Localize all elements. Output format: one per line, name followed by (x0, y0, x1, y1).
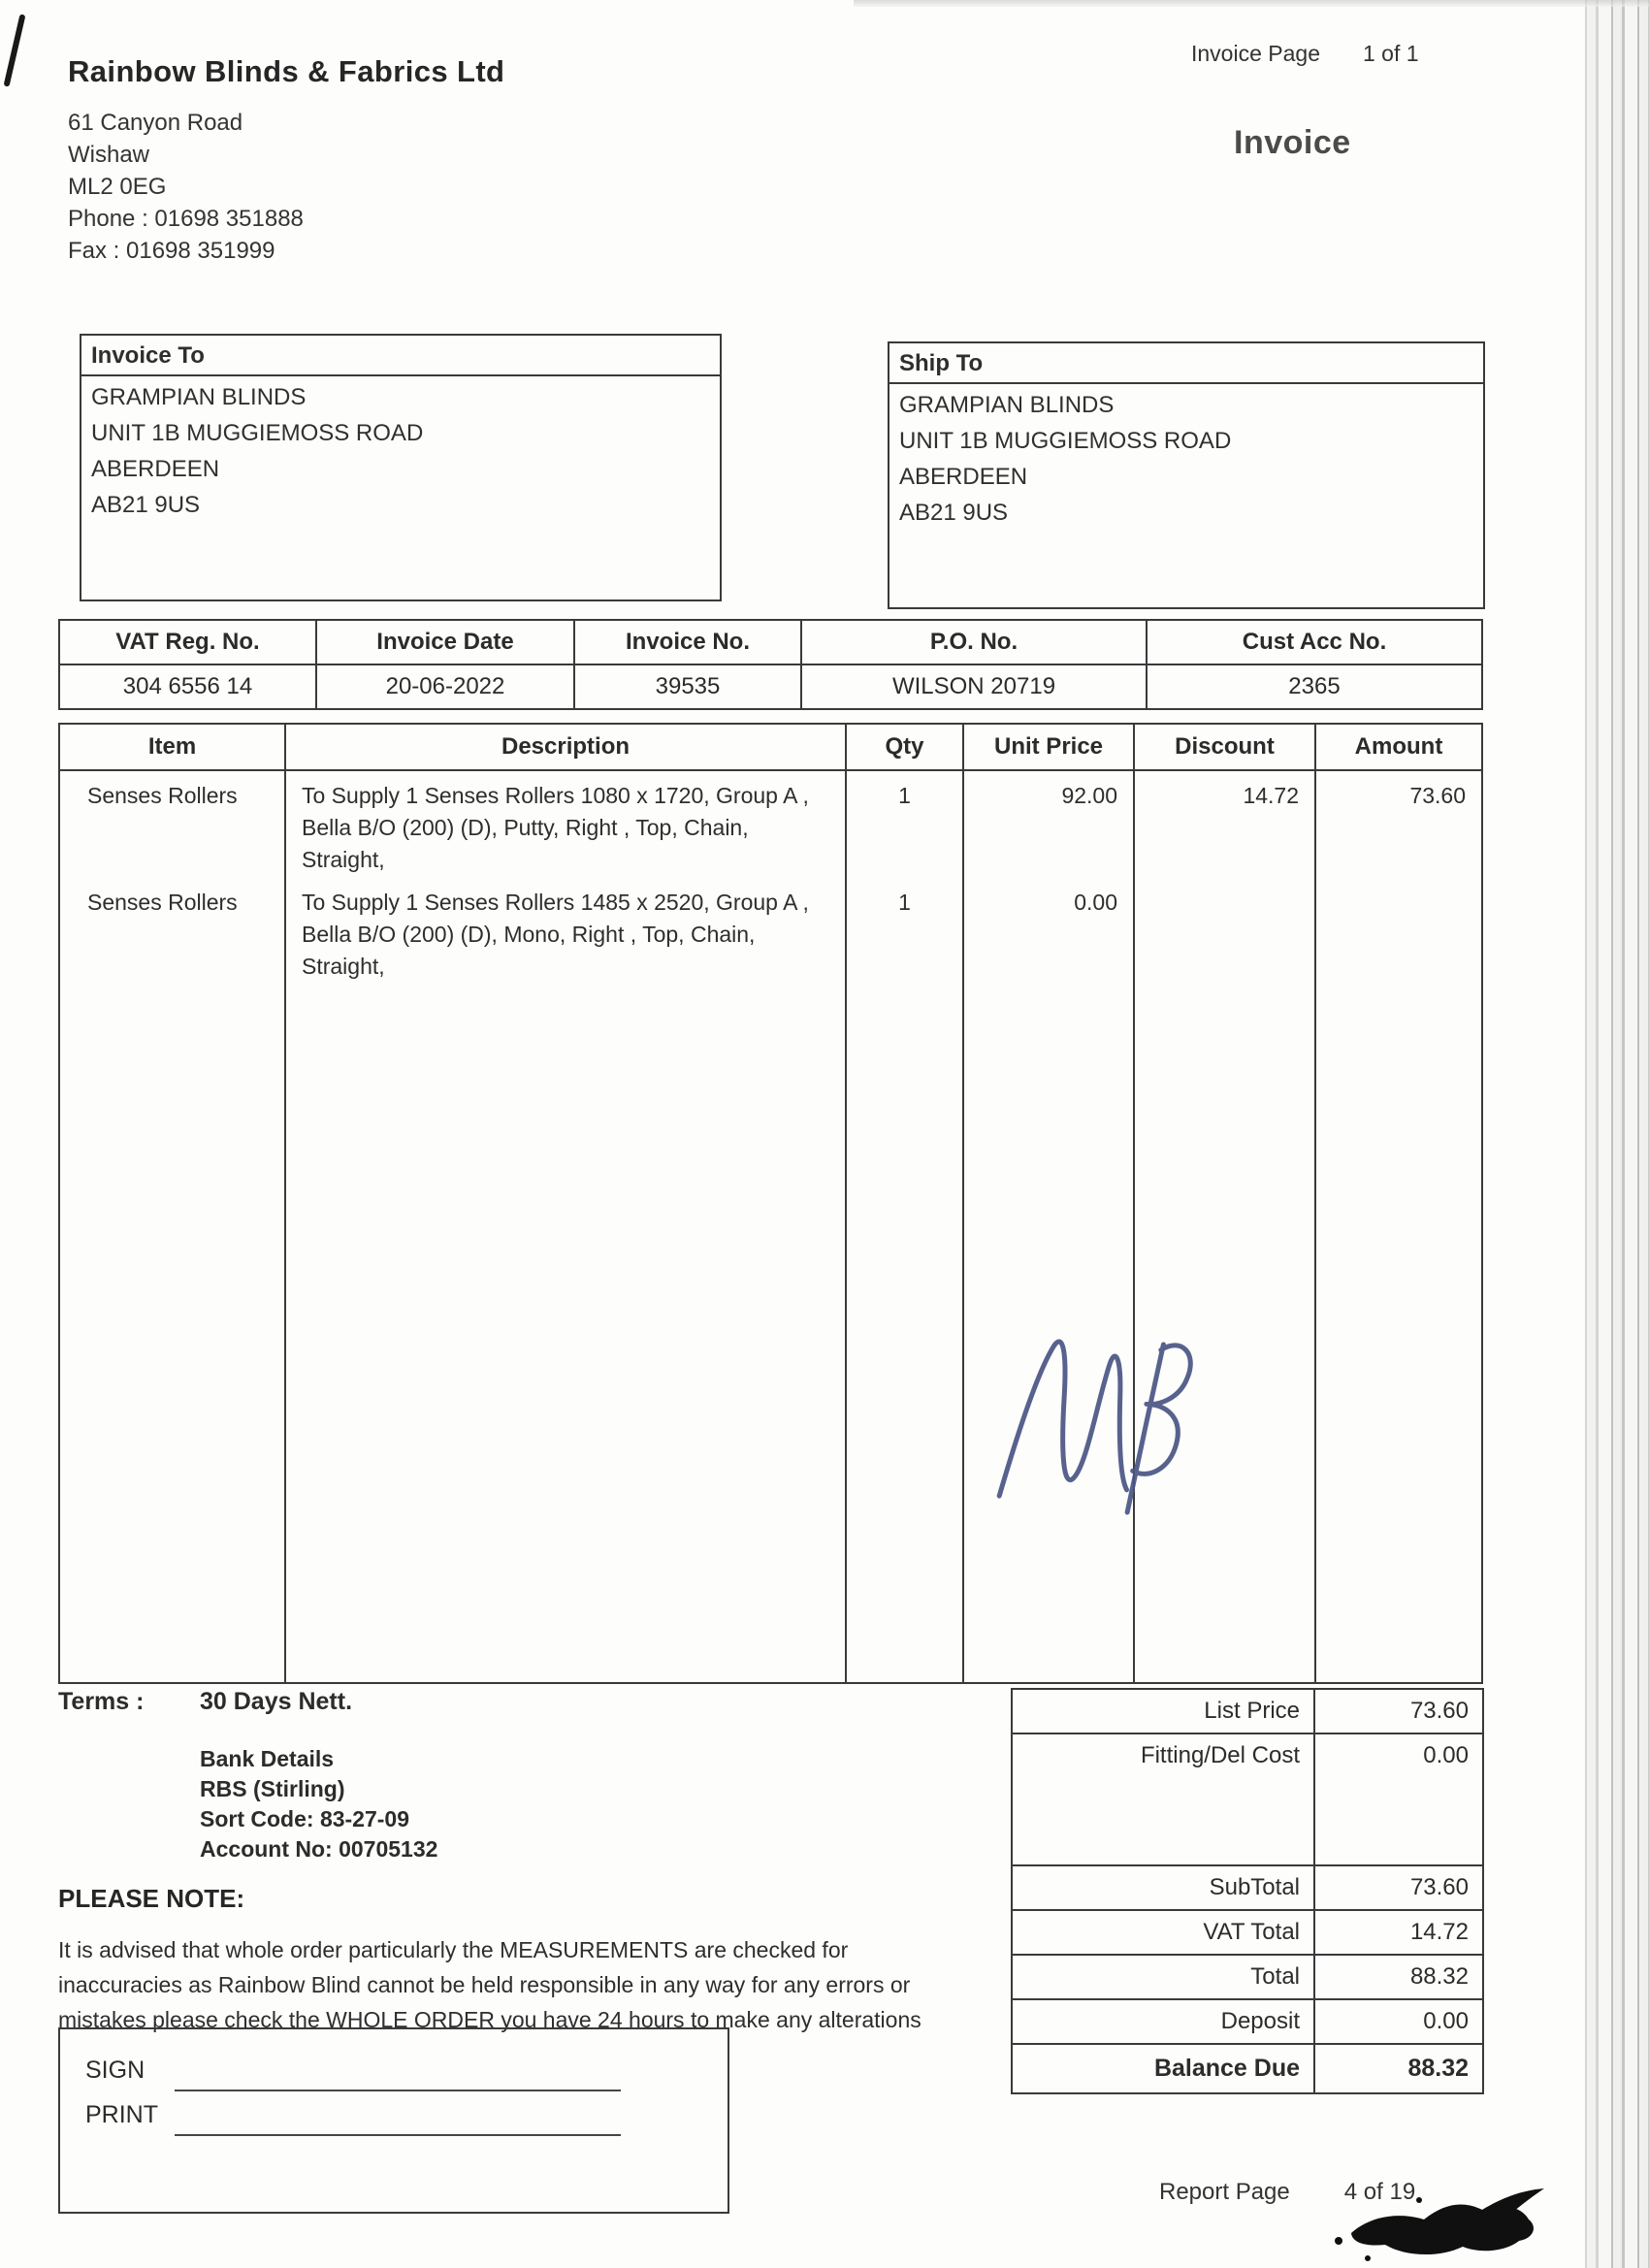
item-description: To Supply 1 Senses Rollers 1080 x 1720, Group A , Bella B/O (200) (D), Putty, Right , Top, Chain, Straight, (286, 771, 847, 878)
empty-cell (60, 985, 286, 1682)
totals-label: SubTotal (1013, 1866, 1315, 1909)
item-qty: 1 (847, 771, 964, 878)
totals-label: Total (1013, 1956, 1315, 1998)
meta-header-po: P.O. No. (802, 621, 1148, 665)
empty-cell (847, 985, 964, 1682)
scan-corner-mark (4, 14, 26, 86)
invoice-to-line: UNIT 1B MUGGIEMOSS ROAD (91, 420, 424, 446)
invoice-to-line: ABERDEEN (91, 456, 220, 482)
item-unit-price: 0.00 (964, 878, 1135, 985)
address-line: Wishaw (68, 142, 150, 168)
totals-box (1011, 1688, 1484, 2094)
totals-value: 73.60 (1409, 1874, 1469, 1900)
totals-row-subtotal (1013, 1866, 1482, 1911)
totals-value: 0.00 (1423, 2008, 1469, 2034)
empty-cell (1316, 985, 1481, 1682)
please-note-heading: PLEASE NOTE: (58, 1884, 245, 1913)
scan-edge-artifact (1585, 0, 1649, 2268)
empty-cell (286, 985, 847, 1682)
totals-value: 88.32 (1407, 2055, 1469, 2082)
fax-line: Fax : 01698 351999 (68, 238, 275, 264)
totals-row-balance-due (1013, 2045, 1482, 2092)
ship-to-line: GRAMPIAN BLINDS (899, 392, 1115, 418)
meta-value-po: WILSON 20719 (802, 665, 1148, 708)
ship-to-address (889, 384, 1483, 534)
line-items-empty-space (60, 985, 1481, 1682)
totals-row-list-price (1013, 1690, 1482, 1734)
totals-label: List Price (1013, 1690, 1315, 1733)
handwritten-signature-mark (976, 1296, 1233, 1562)
totals-value: 88.32 (1409, 1963, 1469, 1990)
bank-details-title: Bank Details (200, 1746, 335, 1771)
page-indicator (1191, 41, 1419, 67)
col-header-item: Item (60, 725, 286, 769)
page-indicator-value: 1 of 1 (1362, 41, 1419, 66)
invoice-to-label: Invoice To (81, 336, 720, 376)
report-page-label: Report Page (1159, 2179, 1290, 2205)
ship-to-box (888, 341, 1485, 609)
item-name: Senses Rollers (60, 771, 286, 878)
sign-label: SIGN (85, 2057, 146, 2084)
item-discount: 14.72 (1135, 771, 1316, 878)
meta-header-invoice-no: Invoice No. (575, 621, 802, 665)
company-address (68, 107, 304, 267)
meta-value-cust-acc: 2365 (1288, 673, 1341, 699)
phone-line: Phone : 01698 351888 (68, 206, 304, 232)
bank-account-no: Account No: 00705132 (200, 1836, 438, 1862)
invoice-meta-table (58, 619, 1483, 710)
totals-label: Balance Due (1013, 2045, 1315, 2092)
meta-value-vat: 304 6556 14 (60, 665, 317, 708)
meta-header-cust-acc: Cust Acc No. (1148, 621, 1481, 665)
totals-row-vat-total (1013, 1911, 1482, 1956)
report-page-value: 4 of 19 (1343, 2179, 1416, 2205)
line-items-table (58, 723, 1483, 1684)
meta-value-date: 20-06-2022 (317, 665, 575, 708)
bank-sort-code: Sort Code: 83-27-09 (200, 1806, 410, 1831)
item-unit-price: 92.00 (964, 771, 1135, 878)
invoice-to-line: GRAMPIAN BLINDS (91, 384, 307, 410)
ink-smudge (1327, 2187, 1550, 2268)
print-label: PRINT (85, 2101, 158, 2128)
col-header-amount: Amount (1354, 733, 1443, 760)
bank-name: RBS (Stirling) (200, 1776, 345, 1801)
disclaimer-text: It is advised that whole order particularly the MEASUREMENTS are checked for inaccuracies as Rainbow Blind cannot be held responsible in any way for any errors or mistakes please check the WHOLE ORDER you have 24 hours to make any alterations (58, 1937, 922, 2032)
ship-to-line: UNIT 1B MUGGIEMOSS ROAD (899, 428, 1232, 454)
print-line (175, 2134, 621, 2136)
meta-value-invoice-no: 39535 (575, 665, 802, 708)
scan-top-artifact (854, 0, 1649, 7)
item-qty: 1 (847, 878, 964, 985)
item-amount: 73.60 (1409, 783, 1466, 808)
line-items-header-row (60, 725, 1481, 771)
ship-to-label: Ship To (889, 343, 1483, 384)
totals-value: 14.72 (1409, 1919, 1469, 1945)
col-header-description: Description (286, 725, 847, 769)
terms (58, 1688, 353, 1716)
col-header-unit-price: Unit Price (964, 725, 1135, 769)
totals-label: Fitting/Del Cost (1013, 1734, 1315, 1864)
line-item-row (60, 878, 1481, 985)
item-discount (1135, 878, 1316, 985)
totals-label: VAT Total (1013, 1911, 1315, 1954)
totals-label: Deposit (1013, 2000, 1315, 2043)
totals-value: 73.60 (1409, 1698, 1469, 1724)
invoice-to-box (80, 334, 722, 601)
invoice-to-line: AB21 9US (91, 492, 201, 518)
line-item-row (60, 771, 1481, 878)
terms-value: 30 Days Nett. (200, 1688, 353, 1715)
sign-line (175, 2090, 621, 2091)
terms-label: Terms : (58, 1688, 145, 1715)
address-line: 61 Canyon Road (68, 110, 243, 136)
page-indicator-label: Invoice Page (1191, 41, 1320, 66)
totals-row-fitting-del-cost (1013, 1734, 1482, 1866)
item-name: Senses Rollers (60, 878, 286, 985)
totals-value: 0.00 (1423, 1742, 1469, 1768)
ship-to-line: ABERDEEN (899, 464, 1028, 490)
address-line: ML2 0EG (68, 174, 167, 200)
bank-details (200, 1744, 437, 1864)
item-amount (1316, 878, 1481, 985)
document-title: Invoice (1234, 124, 1351, 161)
col-header-discount: Discount (1135, 725, 1316, 769)
invoice-to-address (81, 376, 720, 526)
company-name: Rainbow Blinds & Fabrics Ltd (68, 54, 505, 88)
meta-header-vat: VAT Reg. No. (60, 621, 317, 665)
totals-row-total (1013, 1956, 1482, 2000)
col-header-qty: Qty (847, 725, 964, 769)
ship-to-line: AB21 9US (899, 500, 1009, 526)
meta-header-date: Invoice Date (317, 621, 575, 665)
totals-row-deposit (1013, 2000, 1482, 2045)
signature-box (58, 2027, 729, 2214)
item-description: To Supply 1 Senses Rollers 1485 x 2520, Group A , Bella B/O (200) (D), Mono, Right , Top, Chain, Straight, (286, 878, 847, 985)
